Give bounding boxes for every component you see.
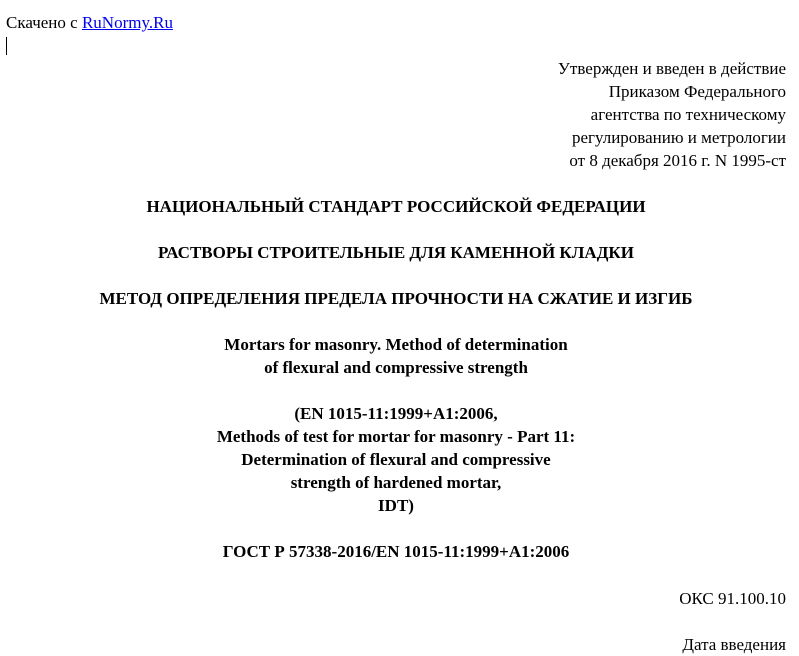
text-cursor [6,37,7,55]
source-link[interactable]: RuNormy.Ru [81,13,173,32]
en-reference-line: Methods of test for mortar for masonry - Part 11: [216,427,576,446]
en-reference-line: (EN 1015-11:1999+A1:2006, [294,404,498,423]
english-title-line: of flexural and compressive strength [264,358,528,377]
intro-date-label: Дата введения [682,635,786,654]
english-title-line: Mortars for masonry. Method of determination [224,335,568,354]
method-heading: МЕТОД ОПРЕДЕЛЕНИЯ ПРЕДЕЛА ПРОЧНОСТИ НА СЖАТИЕ И ИЗГИБ [99,289,693,308]
national-standard-heading: НАЦИОНАЛЬНЫЙ СТАНДАРТ РОССИЙСКОЙ ФЕДЕРАЦИИ [146,197,646,216]
source-line [6,11,173,34]
approval-line: регулированию и метрологии [571,128,786,147]
source-prefix: Скачено с [6,13,78,32]
oks-code: ОКС 91.100.10 [679,589,786,608]
approval-line: от 8 декабря 2016 г. N 1995-ст [569,151,786,170]
en-reference [0,402,792,517]
approval-line: Утвержден и введен в действие [557,59,786,78]
approval-line: агентства по техническому [590,105,786,124]
approval-line: Приказом Федерального [608,82,786,101]
subject-heading: РАСТВОРЫ СТРОИТЕЛЬНЫЕ ДЛЯ КАМЕННОЙ КЛАДКИ [158,243,634,262]
en-reference-line: Determination of flexural and compressive [241,450,551,469]
en-reference-line: IDT) [378,496,414,515]
en-reference-line: strength of hardened mortar, [290,473,502,492]
approval-block [558,57,786,172]
english-title [0,333,792,379]
gost-designation: ГОСТ Р 57338-2016/EN 1015-11:1999+A1:2006 [222,542,570,561]
